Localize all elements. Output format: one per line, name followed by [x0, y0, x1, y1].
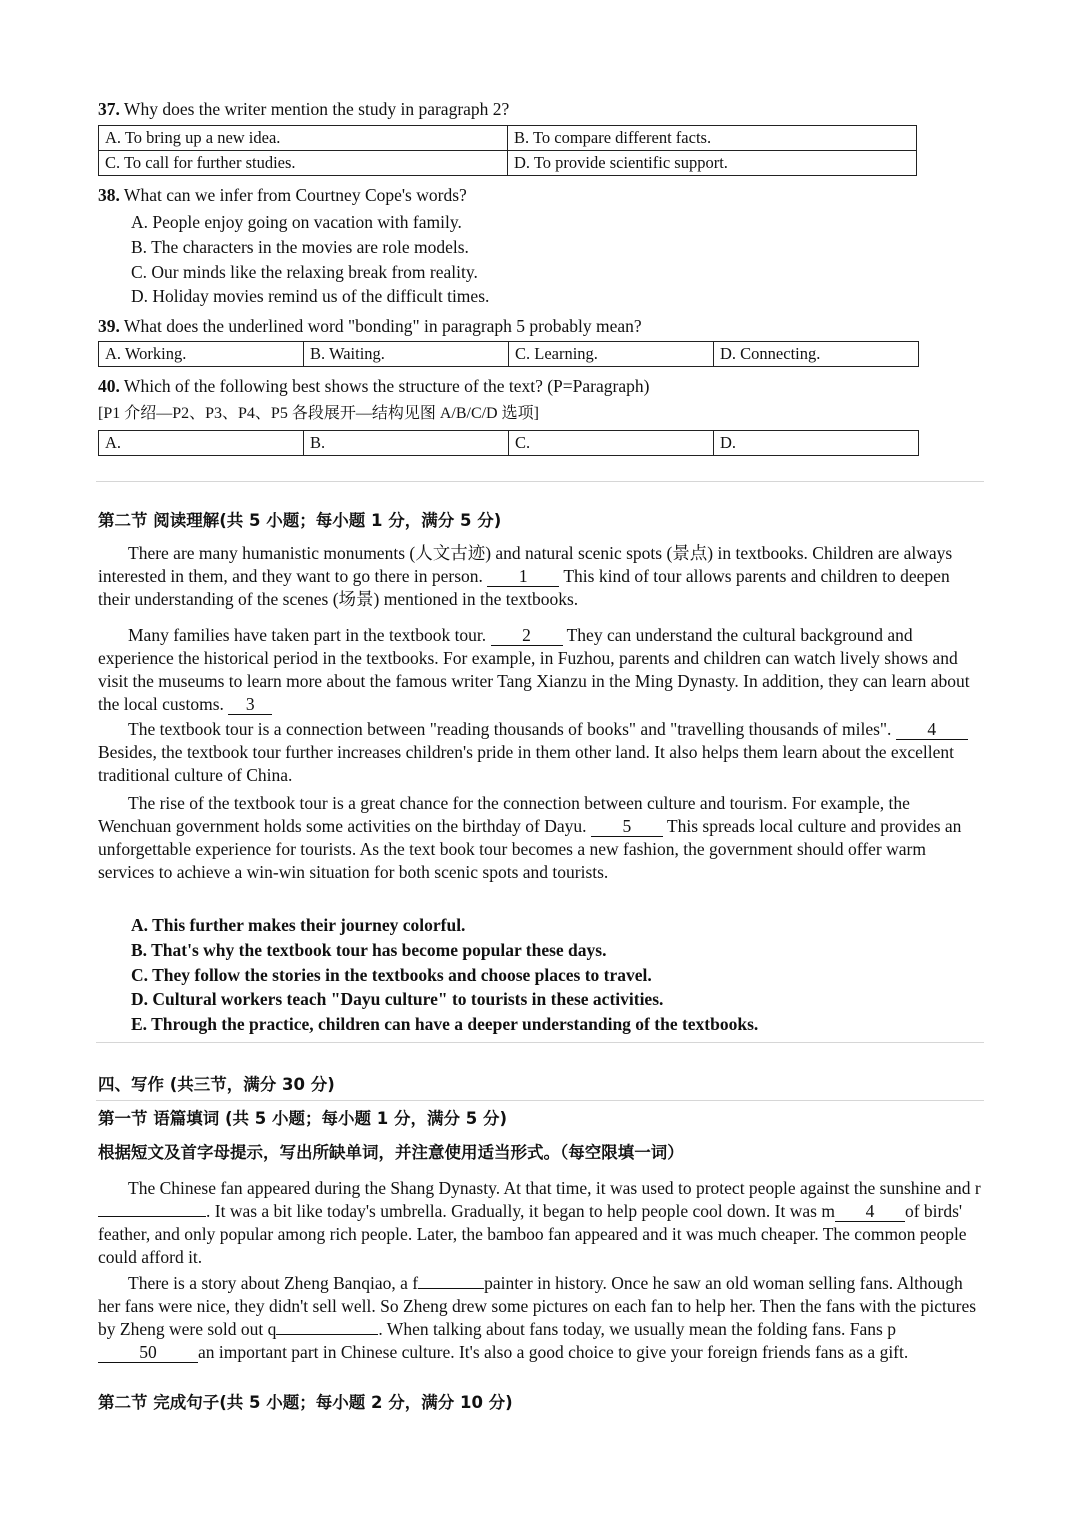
subsection-heading: 第一节 语篇填词 (共 5 小题；每小题 1 分，满分 5 分) — [98, 1109, 507, 1128]
answer-blank-r[interactable] — [98, 1216, 206, 1217]
question-text: What can we infer from Courtney Cope's words? — [119, 185, 467, 205]
option-d[interactable]: D. — [714, 431, 919, 456]
choice-d: D. Cultural workers teach "Dayu culture" to tourists in these activities. — [131, 989, 664, 1009]
option-a[interactable]: A. — [99, 431, 304, 456]
option-b[interactable]: B. To compare different facts. — [508, 126, 917, 151]
paragraph-text: Besides, the textbook tour further increases children's pride in them other land. It also helps them learn about the excellent traditional culture of China. — [98, 742, 955, 785]
option-d[interactable]: D. To provide scientific support. — [508, 151, 917, 176]
choice-e: E. Through the practice, children can have a deeper understanding of the textbooks. — [131, 1014, 759, 1034]
choice-b: B. That's why the textbook tour has become popular these days. — [131, 940, 607, 960]
option-c[interactable]: C. Learning. — [509, 342, 714, 367]
option-a[interactable]: A. To bring up a new idea. — [99, 126, 508, 151]
question-37 — [98, 98, 509, 120]
question-text: Which of the following best shows the structure of the text? (P=Paragraph) — [119, 376, 650, 396]
instruction: 根据短文及首字母提示，写出所缺单词，并注意使用适当形式。（每空限填一词） — [98, 1143, 684, 1162]
answer-blank-q[interactable] — [276, 1334, 378, 1335]
choice-c: C. They follow the stories in the textbooks and choose places to travel. — [131, 965, 652, 985]
answer-blank-p[interactable]: 50 — [98, 1343, 198, 1363]
option-d[interactable]: D. Holiday movies remind us of the difficult times. — [131, 286, 490, 306]
paragraph-text: They can understand the cultural background and experience the historical period in the textbooks. For example, in Fuzhou, parents and children can watch lively shows and visit the museums to learn more about the famous writer Tang Xianzu in the Ming Dynasty. In addition, they can learn about the local customs. — [98, 625, 970, 714]
subsection-heading: 第二节 完成句子(共 5 小题；每小题 2 分，满分 10 分) — [98, 1393, 513, 1412]
reading-paragraph-1 — [98, 542, 982, 611]
writing-paragraph-1 — [98, 1177, 982, 1269]
options-table-39 — [98, 341, 919, 367]
answer-blank-3[interactable]: 3 — [228, 695, 272, 715]
answer-blank-m[interactable]: 4 — [835, 1202, 905, 1222]
writing-paragraph-2 — [98, 1272, 982, 1364]
question-38 — [98, 184, 467, 206]
paragraph-text: of birds' feather, and only popular among rich people. Later, the bamboo fan appeared and it was much cheaper. The common people could afford it. — [98, 1201, 967, 1267]
question-40 — [98, 375, 649, 397]
paragraph-text: This spreads local culture and provides an unforgettable experience for tourists. As the text book tour becomes a new fashion, the government should offer warm services to achieve a win-win situation for both scenic spots and tourists. — [98, 816, 962, 882]
paragraph-text: The rise of the textbook tour is a great chance for the connection between culture and tourism. For example, the Wenchuan government holds some activities on the birthday of Dayu. — [98, 793, 910, 836]
divider — [96, 481, 984, 482]
option-c[interactable]: C. Our minds like the relaxing break from reality. — [131, 262, 478, 282]
paragraph-text: There is a story about Zheng Banqiao, a f — [128, 1273, 419, 1293]
option-c[interactable]: C. — [509, 431, 714, 456]
paragraph-text: This kind of tour allows parents and children to deepen their understanding of the scenes (场景) mentioned in the textbooks. — [98, 566, 950, 609]
paragraph-text: Many families have taken part in the textbook tour. — [128, 625, 491, 645]
option-a[interactable]: A. People enjoy going on vacation with family. — [131, 212, 462, 232]
options-table-40 — [98, 430, 919, 456]
reading-paragraph-3 — [98, 718, 982, 787]
section-heading: 第二节 阅读理解(共 5 小题；每小题 1 分，满分 5 分) — [98, 511, 502, 530]
question-text: What does the underlined word "bonding" in paragraph 5 probably mean? — [119, 316, 642, 336]
paragraph-text: The Chinese fan appeared during the Shang Dynasty. At that time, it was used to protect people against the sunshine and r — [128, 1178, 981, 1198]
answer-blank-2[interactable]: 2 — [491, 626, 563, 646]
answer-blank-4[interactable]: 4 — [896, 720, 968, 740]
answer-blank-5[interactable]: 5 — [591, 817, 663, 837]
option-b[interactable]: B. The characters in the movies are role models. — [131, 237, 469, 257]
question-number: 40. — [98, 376, 120, 396]
reading-paragraph-2 — [98, 624, 982, 716]
divider — [96, 1100, 984, 1101]
writing-title: 四、写作 (共三节，满分 30 分) — [98, 1075, 335, 1094]
paragraph-text: . When talking about fans today, we usually mean the folding fans. Fans p — [378, 1319, 896, 1339]
structure-note: [P1 介绍—P2、P3、P4、P5 各段展开—结构见图 A/B/C/D 选项] — [98, 405, 539, 422]
paragraph-text: painter in history. Once he saw an old woman selling fans. Although her fans were nice, they didn't sell well. So Zheng drew some pictures on each fan to help her. Then the fans with the pictures by Zheng were sold out q — [98, 1273, 977, 1339]
option-b[interactable]: B. — [304, 431, 509, 456]
option-c[interactable]: C. To call for further studies. — [99, 151, 508, 176]
question-39 — [98, 315, 642, 337]
question-number: 37. — [98, 99, 120, 119]
paragraph-text: an important part in Chinese culture. It's also a good choice to give your foreign friends fans as a gift. — [198, 1342, 909, 1362]
paragraph-text: . It was a bit like today's umbrella. Gradually, it began to help people cool down. It was m — [206, 1201, 835, 1221]
options-table-37 — [98, 125, 917, 176]
paragraph-text: There are many humanistic monuments (人文古迹) and natural scenic spots (景点) in textbooks. Children are always interested in them, and they want to go there in person. — [98, 543, 953, 586]
paragraph-text: The textbook tour is a connection between "reading thousands of books" and "travelling thousands of miles". — [128, 719, 896, 739]
option-b[interactable]: B. Waiting. — [304, 342, 509, 367]
question-number: 39. — [98, 316, 120, 336]
choice-a: A. This further makes their journey colorful. — [131, 915, 466, 935]
question-number: 38. — [98, 185, 120, 205]
reading-paragraph-4 — [98, 792, 982, 884]
question-text: Why does the writer mention the study in paragraph 2? — [119, 99, 510, 119]
answer-blank-1[interactable]: 1 — [487, 567, 559, 587]
option-a[interactable]: A. Working. — [99, 342, 304, 367]
answer-blank-f[interactable] — [418, 1288, 484, 1289]
divider — [96, 1042, 984, 1043]
option-d[interactable]: D. Connecting. — [714, 342, 919, 367]
